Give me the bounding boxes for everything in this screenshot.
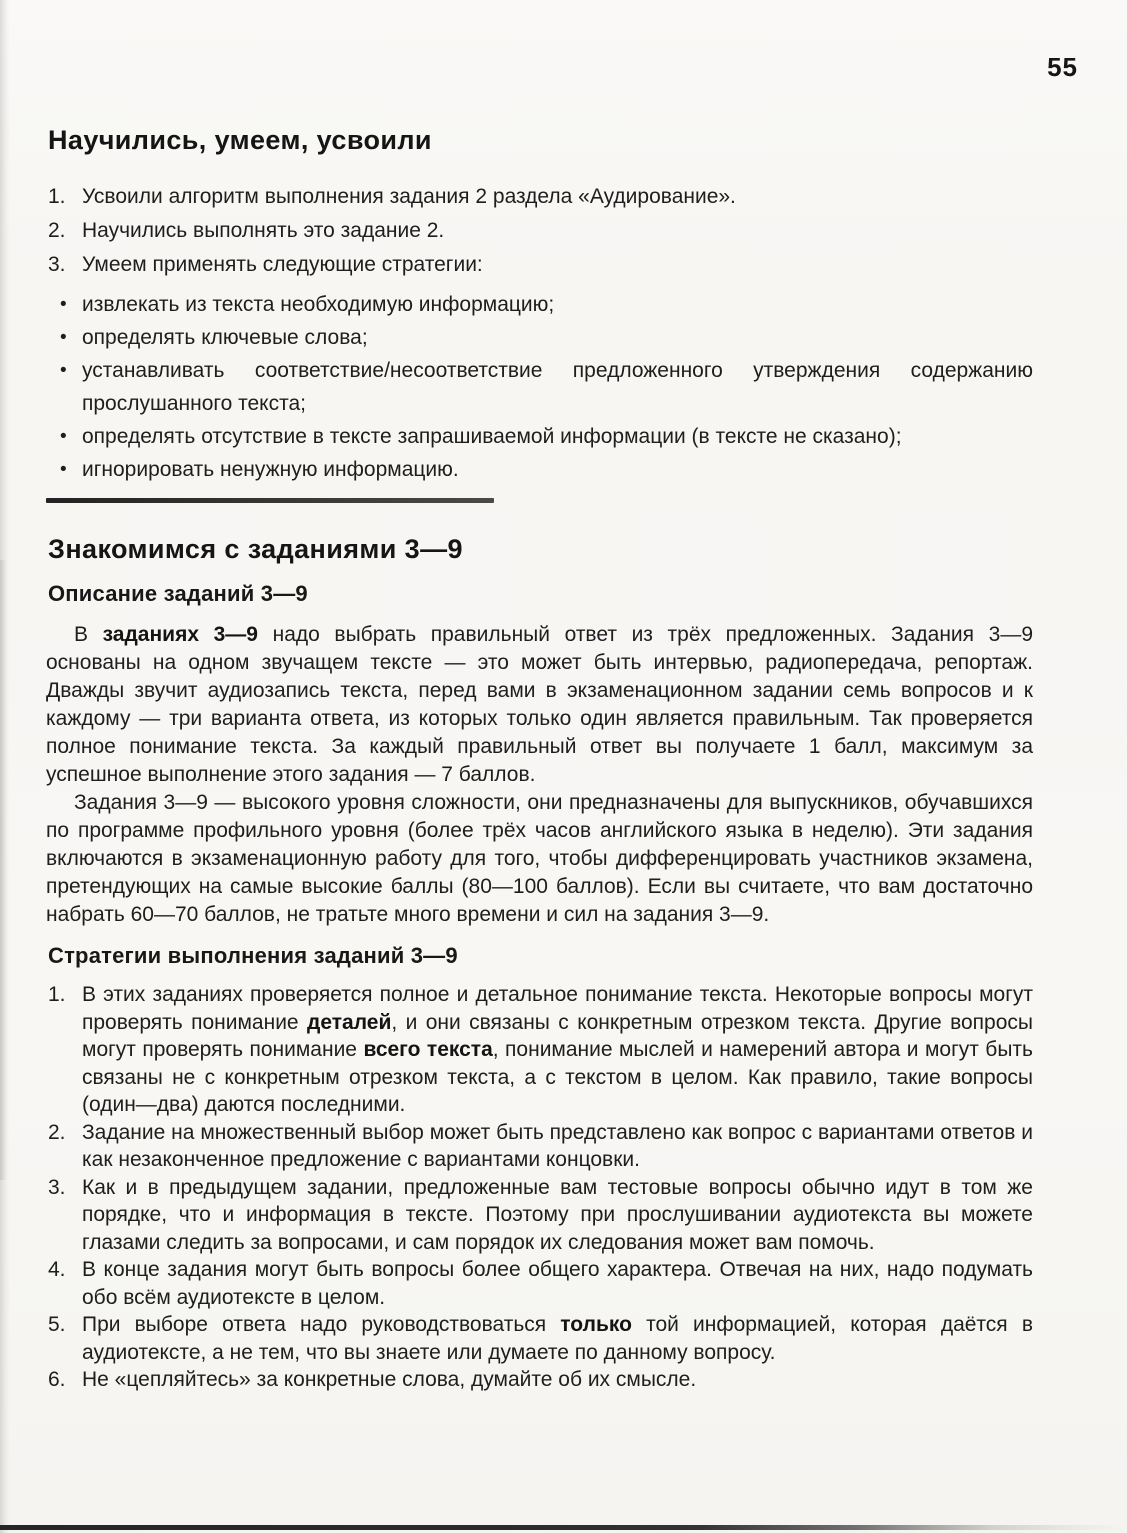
item-text: Как и в предыдущем задании, предложенные вам тестовые вопросы обычно идут в том же порядке, что и информация в тексте. Поэтому при прослушивании аудиотекста вы можете глазами следить за вопросами, и сам порядок их следования может вам помочь.	[82, 1175, 1033, 1254]
item-number: 2.	[48, 219, 66, 242]
item-text: извлекать из текста необходимую информацию;	[82, 293, 555, 316]
list-item	[46, 420, 1033, 453]
list-item	[46, 214, 1033, 248]
scan-left-edge-patch	[0, 560, 7, 1180]
section-title-tasks-3-9: Знакомимся с заданиями 3—9	[48, 534, 463, 564]
item-text: При выборе ответа надо руководствоваться только той информацией, которая даётся в аудиотексте, а не тем, что вы знаете или думаете по данному вопросу.	[82, 1313, 1033, 1364]
paragraph-description-2: Задания 3—9 — высокого уровня сложности, они предназначены для выпускников, обучавшихся по программе профильного уровня (более трёх часов английского языка в неделю). Эти задания включаются в экзаменационную работу для того, чтобы дифференцировать участников экзамена, претендующих на самые высокие баллы (80—100 баллов). Если вы считаете, что вам достаточно набрать 60—70 баллов, не тратьте много времени и сил на задания 3—9.	[46, 791, 1033, 926]
list-item	[46, 354, 1033, 420]
item-number: 1.	[48, 185, 66, 208]
learned-numbered-list	[46, 180, 1033, 282]
bullet-icon: •	[60, 426, 67, 447]
item-number: 1.	[48, 983, 66, 1006]
item-number: 4.	[48, 1258, 66, 1281]
page-content	[46, 0, 1033, 1394]
list-item	[46, 981, 1033, 1119]
item-number: 2.	[48, 1120, 66, 1144]
page-number: 55	[1047, 52, 1078, 82]
item-text: Не «цепляйтесь» за конкретные слова, думайте об их смысле.	[82, 1368, 697, 1391]
item-text: определять отсутствие в тексте запрашиваемой информации (в тексте не сказано);	[82, 425, 902, 448]
paragraph-description-1: В заданиях 3—9 надо выбрать правильный ответ из трёх предложенных. Задания 3—9 основаны на одном звучащем тексте — это может быть интервью, радиопередача, репортаж. Дважды звучит аудиозапись текста, перед вами в экзаменационном задании семь вопросов и к каждому — три варианта ответа, из которых только один является правильным. Так проверяется полное понимание текста. За каждый правильный ответ вы получаете 1 балл, максимум за успешное выполнение этого задания — 7 баллов.	[46, 623, 1033, 786]
list-item	[46, 1119, 1033, 1174]
list-item	[46, 1174, 1033, 1257]
item-number: 3.	[48, 253, 66, 276]
bullet-icon: •	[60, 327, 67, 348]
scan-bottom-edge-artifact	[0, 1525, 1127, 1530]
bullet-icon: •	[60, 459, 67, 480]
bullet-icon: •	[60, 294, 67, 315]
subheading-strategies: Стратегии выполнения заданий 3—9	[48, 943, 458, 968]
item-text: Умеем применять следующие стратегии:	[82, 253, 483, 276]
list-item	[46, 1256, 1033, 1311]
section-title-learned: Научились, умеем, усвоили	[48, 125, 432, 155]
strategies-numbered-list	[46, 981, 1033, 1394]
subheading-description: Описание заданий 3—9	[48, 581, 308, 606]
bullet-icon: •	[60, 360, 67, 381]
list-item	[46, 1311, 1033, 1366]
item-text: Научились выполнять это задание 2.	[82, 219, 445, 242]
item-text: Задание на множественный выбор может быть представлено как вопрос с вариантами ответов и как незаконченное предложение с вариантами концовки.	[82, 1120, 1033, 1171]
item-text: Усвоили алгоритм выполнения задания 2 раздела «Аудирование».	[82, 185, 736, 208]
list-item	[46, 180, 1033, 214]
item-text: определять ключевые слова;	[82, 326, 368, 349]
section-divider-bar	[46, 498, 494, 503]
item-number: 5.	[48, 1313, 66, 1336]
strategies-bullet-list	[46, 288, 1033, 486]
item-text: В этих заданиях проверяется полное и детальное понимание текста. Некоторые вопросы могут проверять понимание деталей, и они связаны с конкретным отрезком текста. Другие вопросы могут проверять понимание всего текста, понимание мыслей и намерений автора и могут быть связаны не с конкретным отрезком текста, а с текстом в целом. Как правило, такие вопросы (один—два) даются последними.	[82, 983, 1034, 1116]
list-item	[46, 321, 1033, 354]
item-text: устанавливать соответствие/несоответствие предложенного утверждения содержанию прослушанного текста;	[82, 359, 1033, 415]
list-item	[46, 248, 1033, 282]
list-item	[46, 288, 1033, 321]
item-text: В конце задания могут быть вопросы более общего характера. Отвечая на них, надо подумать обо всём аудиотексте в целом.	[82, 1258, 1033, 1309]
item-number: 6.	[48, 1368, 66, 1391]
list-item	[46, 453, 1033, 486]
item-text: игнорировать ненужную информацию.	[82, 458, 459, 481]
item-number: 3.	[48, 1175, 66, 1199]
list-item	[46, 1366, 1033, 1394]
